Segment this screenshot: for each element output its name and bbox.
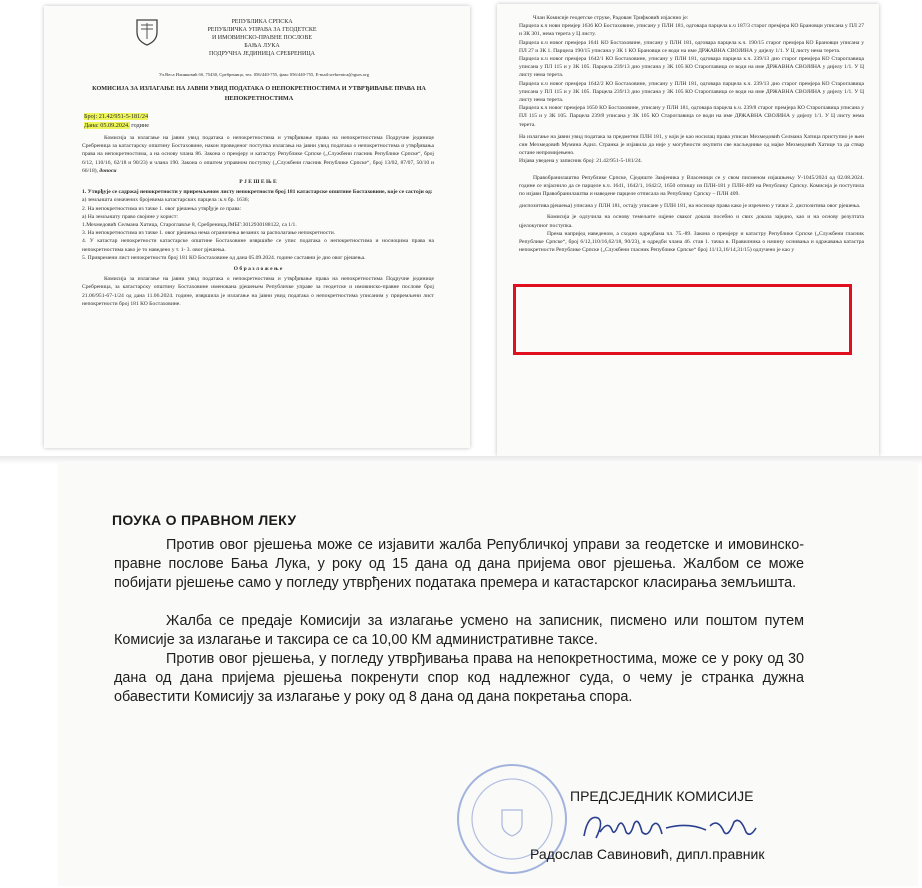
paragraph-hearing: На излагање на јавни увид података за предметни ПЛН 181, у који је као носилац права уписан Мехмедовић Селмана Хатица приступио је њен син Мехмедовић Мумина Адил. Странка је изјавила да није у могућности окупити све насљеднике од мајке Мехмедовић Хатице та да ствар остане непромијењено. xyxy=(519,133,864,157)
court-dispute-paragraph: Против овог рјешења, у погледу утврђивања права на непокретностима, може се у року од 30 дана од дана пријема рјешења покренути спор код надлежног суда, о чему је странка дужна обавестити Комисију за излагање у року од 8 дана од дана покретања спора. xyxy=(114,651,804,705)
item-5: 5. Привремени лист непокретности број 181 КО Бостаховине од дана 05.09.2024. године саставни је дио овог рјешења. xyxy=(82,254,366,261)
paragraph-parcel-1650: Парцела к.ч новог премјера 1650 КО Бостаховине, уписану у ПЛН 181, одговара парцела к.ч. 239/8 старог премјера КО Староглавица уписана у ПЛ 115 и у ЗК 105. Парцела 239/8 уписана у ЗК 105 КО Староглавица се води на име ДРЖАВНА СВОЈИНА у дијелу 1/1. У Ц листу нема терета. xyxy=(519,105,864,128)
item-2: 2. На непокретностима из тачке 1. овог рјешења утврђује се права: xyxy=(82,205,242,212)
paragraph-parcel-1636: Парцела к.ч нови премјер 1636 КО Бостаховине, уписану у ПЛН 181, одговара парцела к.ч 187/3 старог премјера КО Брановци уписана у ПЛ 27 и ЗК 301, нема терета у Ц листу. xyxy=(519,23,864,38)
appeal-submission-paragraph: Жалба се предаје Комисији за излагање усмено на записник, писмено или поштом путем Комисије за излагање и таксира се са 10,00 КМ административне таксе. xyxy=(114,613,804,648)
item-4: 4. У катастар непокретности катастарске општине Бостаховине извршиће се упис података о непокретностима и носиоцима права на непокретностима како је то наведено у т. 1- 3. овог рјешења. xyxy=(82,238,434,253)
decision-body xyxy=(82,134,434,308)
highlight-box xyxy=(513,284,852,355)
paragraph-parcel-1641: Парцела к.ч новог премјера 1641 КО Бостаховине, уписану у ПЛН 181, одговара парцела к.ч. 190/15 старог премјера КО Брановци уписана у ПЛ 27 и ЗК 1. Парцела 190/15 уписана у ЗК 1 КО Брановци се води на име ДРЖАВНА СВОЈИНА у дијелу 1/1. У Ц листу нема терета. xyxy=(519,39,864,54)
paragraph-surveyor: Члан Комисије геодетске струке, Радован Трифковић изјаснио је: xyxy=(533,15,689,21)
item-2a: а) На земљишту право својине у корист: xyxy=(82,213,178,220)
appeal-paragraph: Против овог рјешења може се изјавити жалба Републичкој управи за геодетске и имовинско-правне послове Бања Лука, у року од 15 дана од дана пријема овог рјешења. Жалбом се може побијати рјешење само у погледу утврђених података премера и катастарског класирања земљишта. xyxy=(114,537,804,591)
legal-remedy-title: ПОУКА О ПРАВНОМ ЛЕКУ xyxy=(112,512,297,528)
decision-page-right xyxy=(497,4,879,456)
item-1a: а) земљишта означених бројевима катастарских парцела :к.ч бр. 1636; xyxy=(82,197,250,204)
paragraph-attorney: Правобранилаштво Републике Српске, Сједиште Замјеника у Власеници се у свом писменом изјашњењу У-1045/2024 од 02.08.2024. године се изјаснило да се парцеле к.ч. 1641, 1642/1, 1642/2, 1650 отпишу из ПЛН-181 у ПЛН-409 на Републику Српску. Комисија је поступила по изјави Правобранилаштва и наведене парцеле отписала на Републику Српску – ПЛН 409. xyxy=(519,174,864,198)
institution-address: Ул.Веса Илинковић бб, 75430, Сребреница, тел. 056/440-755, факс 056/440-755, E-mail:srebrenica@rgurs.org xyxy=(158,72,370,77)
handwritten-signature xyxy=(578,808,768,848)
paragraph-remaining: диспозитива рјешења) уписана у ПЛН 181, остају уписане у ПЛН 181, на носиоце права како је изречено у тачки 2. диспозитива овог рјешења. xyxy=(519,203,861,210)
item-3: 3. На непокретностима из тачке 1. овог рјешења нема ограничења везаних за располагање непокретности. xyxy=(82,230,336,237)
item-2a-owner: 1.Мехмедовић Селмана Хатица, Староглавље 8, Сребреница,ЈМБГ:3012930188122, са 1/1. xyxy=(82,222,297,229)
paragraph-legal-basis: Према напријед наведеном, а сходно одредбама чл. 75.-89. Закона о премјеру и катастру Републике Српске („Службени гласник Републике Српске“, број 6/12,110/16,62/18, 90/23), и одредби члана 46. став 1. тачка в. Правилника о начину оснивања и одржавања катастра непокретности Републике Српске („Службени гласник Републике Српске“ број 11/13,16/14,31/15) одлучено је као у xyxy=(519,230,864,254)
decision-date: 05.09.2024. xyxy=(100,122,130,129)
paragraph-record: Изјава уведена у записник број: 21.42/951-5-181/24. xyxy=(519,158,643,165)
rjesenje-heading: Р Ј Е Ш Е Њ Е xyxy=(239,179,277,186)
paragraph-decision-basis: Комисија је одлучила на основу темељите оцјене сваког доказа посебно и свих доказа заједно, као и на основу резултата цјелокупног поступка. xyxy=(519,214,864,229)
commission-title: КОМИСИЈА ЗА ИЗЛАГАЊЕ НА ЈАВНИ УВИД ПОДАТАКА О НЕПОКРЕТНОСТИМА И УТВРЂИВАЊЕ ПРАВА НА НЕПОКРЕТНОСТИМА xyxy=(92,85,426,102)
paragraph-parcel-1642-2: Парцела к.ч новог премјера 1642/2 КО Бостаховине, уписану у ПЛН 181, одговара парцела к.ч. 239/13 дио старог премјера КО Староглавица уписана у ПЛ 115 и у ЗК 105. Парцела 239/13 дио уписана у ЗК 105 КО Староглавица се води на име ДРЖАВНА СВОЈИНА у дијелу 1/1. У Ц листу нема терета. xyxy=(519,80,864,104)
decision-page-left xyxy=(44,6,470,448)
item-1: 1. Утврђује се садржај непокретности у приремљеном листу непокретности број 181 катастарске општине Бостаховине, које се састоји од: xyxy=(82,189,433,196)
reference-number: 21.42/951-5-181/24 xyxy=(98,113,149,120)
reference-block: Број: 21.42/951-5-181/24 Дана: 05.09.2024. године xyxy=(84,113,150,129)
paragraph-parcel-1642-1: Парцела к.ч новог премјера 1642/1 КО Бостаховине, уписану у ПЛН 181, одговара парцела к.ч. 239/13 дио старог премјера КО Староглавица уписана у ПЛ 115 и у ЗК 105. Парцела 239/13 дио уписана у ЗК 105 КО Староглавица се води на име ДРЖАВНА СВОЈИНА у дијелу 1/1. У Ц листу нема терета. xyxy=(519,56,864,79)
obrazlozenje-heading: О б р а з л о ж е њ е xyxy=(233,266,283,273)
coat-of-arms-icon xyxy=(134,16,160,46)
obrazlozenje-text: Комисија за излагање на јавни увид података о непокретностима и утврђивање права на непокретностима Подручне јединице Сребреница, за катастарску општину Бостаховине именована рјешењем Републичке управе за геодетске и имовинско-правне послове број 21.06/951-67-1/24 од дана 11.06.2024. године, извршила је излагање на јавни увид података о непокретностима уписаним у приремљени лист непокретности број 181 КО Бостаховине. xyxy=(82,276,434,307)
surveyor-statement xyxy=(519,14,864,254)
signature-title: ПРЕДСЈЕДНИК КОМИСИЈЕ xyxy=(570,788,754,804)
intro-paragraph: Комисија за излагање на јавни увид података о непокретностима и утврђивање права на непокретностима Подручне јединице Сребреница за катастарску општину Бостаховине, након проведеног поступка излагања на јавни увид података о непокретностима и утврђивања права на непокретностима, а на основу члана 86. Закона о премјеру и катастру Републике Српске („Службени гласник Републике Српске“, број 6/12, 110/16, 62/18 и 90/23) и члана 190. Закона о општем управном поступку („Службени гласник Републике Српске“, број 13/02, 87/07, 50/10 и 66/18), доноси xyxy=(82,135,434,174)
signatory-name: Радослав Савиновић, дипл.правник xyxy=(530,846,765,862)
institution-header: РЕПУБЛИКА СРПСКА РЕПУБЛИЧКА УПРАВА ЗА ГЕОДЕТСКЕ И ИМОВИНСКО-ПРАВНЕ ПОСЛОВЕ БАЊА ЛУКА ПОДРУЧНА ЈЕДИНИЦА СРЕБРЕНИЦА xyxy=(207,19,317,57)
